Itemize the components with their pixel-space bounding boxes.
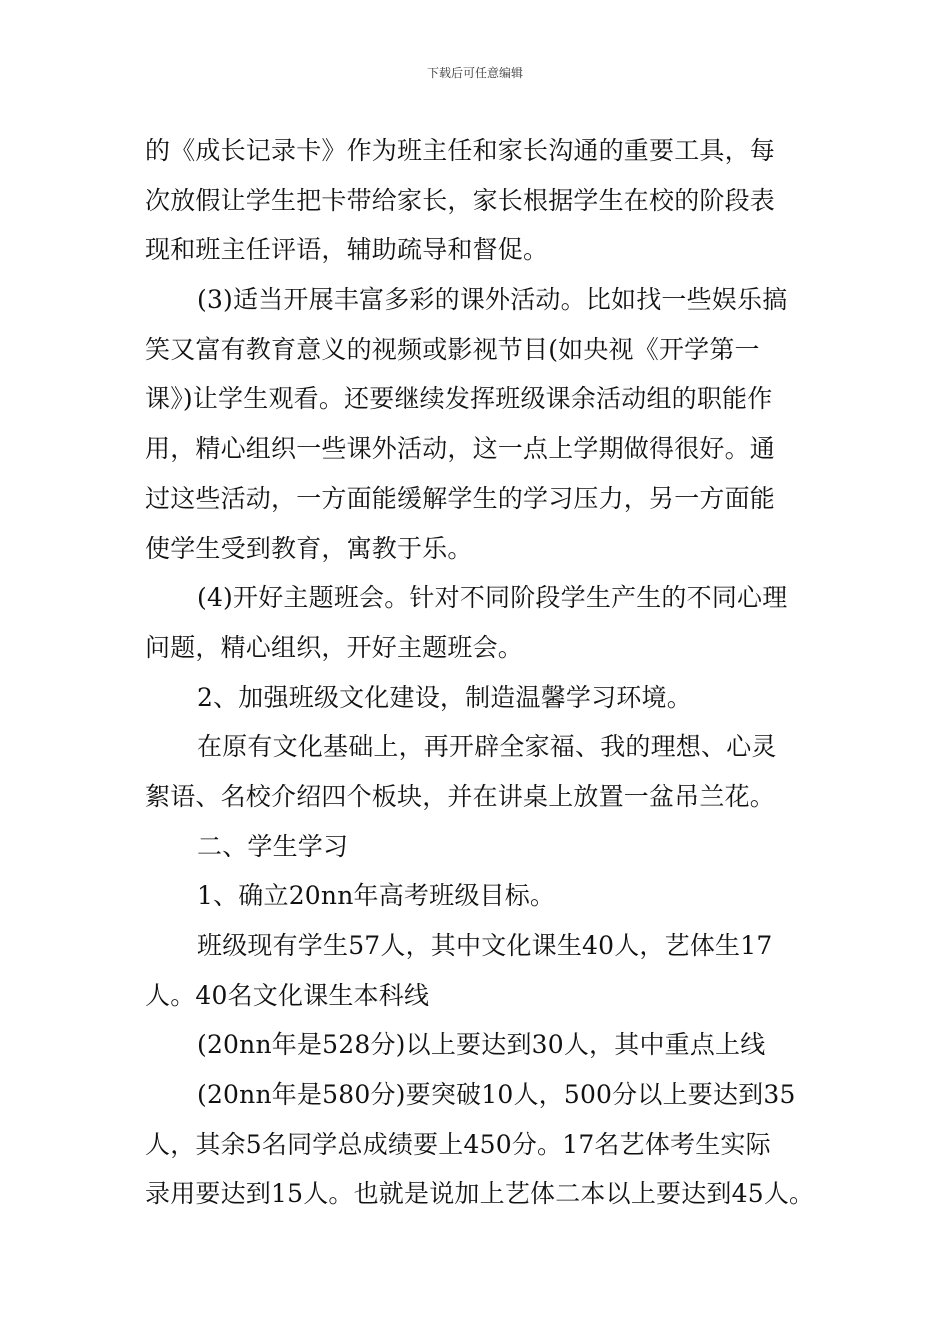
paragraph-start-line: 在原有文化基础上，再开辟全家福、我的理想、心灵 — [197, 732, 777, 762]
text-line: 课》)让学生观看。还要继续发挥班级课余活动组的职能作 — [145, 384, 773, 414]
paragraph-start-line: 班级现有学生57人，其中文化课生40人，艺体生17 — [197, 931, 773, 960]
text-line: 现和班主任评语，辅助疏导和督促。 — [145, 235, 549, 265]
text-line: 次放假让学生把卡带给家长，家长根据学生在校的阶段表 — [145, 185, 776, 215]
paragraph-start-line: (20nn年是580分)要突破10人，500分以上要达到35 — [197, 1080, 796, 1110]
page-header — [0, 64, 950, 81]
paragraph-start-line: (3)适当开展丰富多彩的课外活动。比如找一些娱乐搞 — [197, 285, 788, 315]
paragraph-start-line: (20nn年是528分)以上要达到30人，其中重点上线 — [197, 1030, 766, 1060]
text-line: 用，精心组织一些课外活动，这一点上学期做得很好。通 — [145, 434, 776, 464]
text-line: 的《成长记录卡》作为班主任和家长沟通的重要工具，每 — [145, 136, 776, 165]
text-line: 问题，精心组织，开好主题班会。 — [145, 632, 524, 662]
text-line: 使学生受到教育，寓教于乐。 — [145, 533, 473, 563]
text-line: 过这些活动，一方面能缓解学生的学习压力，另一方面能 — [145, 483, 776, 513]
text-line: 人，其余5名同学总成绩要上450分。17名艺体考生实际 — [145, 1129, 771, 1159]
text-line: 笑又富有教育意义的视频或影视节目(如央视《开学第一 — [145, 334, 760, 364]
section-heading-line: 二、学生学习 — [197, 831, 349, 861]
text-line: 人。40名文化课生本科线 — [145, 980, 430, 1010]
document-body — [145, 126, 825, 1219]
section-heading-line: 1、确立20nn年高考班级目标。 — [197, 881, 556, 911]
header-note: 下载后可任意编辑 — [426, 66, 523, 80]
section-heading-line: 2、加强班级文化建设，制造温馨学习环境。 — [197, 682, 692, 712]
paragraph-start-line: (4)开好主题班会。针对不同阶段学生产生的不同心理 — [197, 583, 788, 613]
text-line: 录用要达到15人。也就是说加上艺体二本以上要达到45人。 — [145, 1179, 815, 1209]
text-line: 絮语、名校介绍四个板块，并在讲桌上放置一盆吊兰花。 — [145, 781, 776, 811]
